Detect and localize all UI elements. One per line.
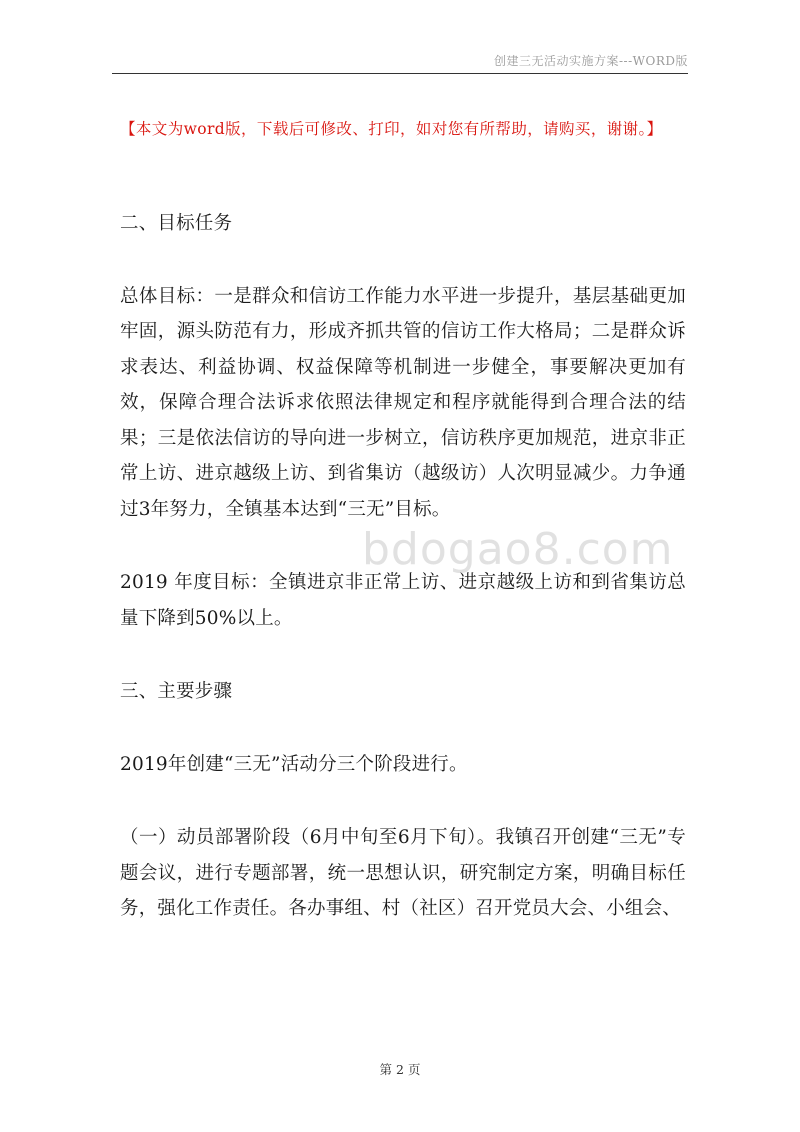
section-heading-steps: 三、主要步骤 bbox=[120, 681, 233, 702]
paragraph-overall-goal: 总体目标：一是群众和信访工作能力水平进一步提升，基层基础更加牢固，源头防范有力，形成齐抓共管的信访工作大格局；二是群众诉求表达、利益协调、权益保障等机制进一步健全，事要解决更加有效，保障合理合法诉求依照法律规定和程序就能得到合理合法的结果；三是依法信访的导向进一步树立，信访秩序更加规范，进京非正常上访、进京越级上访、到省集访（越级访）人次明显减少。力争通过3年努力，全镇基本达到“三无”目标。 bbox=[120, 285, 686, 520]
paragraph-phase-one: （一）动员部署阶段（6月中旬至6月下旬）。我镇召开创建“三无”专题会议，进行专题部署，统一思想认识，研究制定方案，明确目标任务，强化工作责任。各办事组、村（社区）召开党员大会、小组会、 bbox=[120, 827, 686, 919]
header-title: 创建三无活动实施方案---WORD版 bbox=[494, 54, 688, 68]
purchase-notice: 【本文为word版，下载后可修改、打印，如对您有所帮助，请购买，谢谢。】 bbox=[120, 120, 663, 138]
section-heading-goals: 二、目标任务 bbox=[120, 213, 233, 234]
paragraph-phases-intro: 2019年创建“三无”活动分三个阶段进行。 bbox=[120, 753, 468, 775]
page-number: 第 2 页 bbox=[379, 1062, 421, 1077]
header-divider bbox=[112, 73, 688, 74]
paragraph-annual-goal: 2019 年度目标：全镇进京非正常上访、进京越级上访和到省集访总量下降到50%以上。 bbox=[120, 572, 686, 629]
watermark: bdogao8.com bbox=[362, 524, 674, 575]
document-body bbox=[120, 206, 686, 965]
